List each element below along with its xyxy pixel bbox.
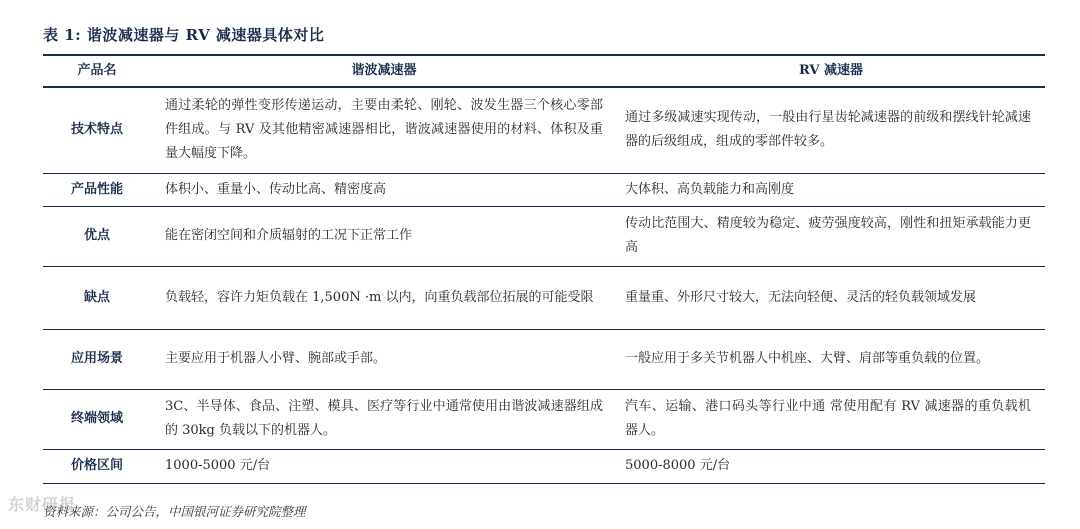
row-label: 优点 [43,206,151,266]
row-label: 应用场景 [43,329,151,389]
header-harmonic-reducer: 谐波减速器 [151,55,617,87]
rv-cell: 重量重、外形尺寸较大，无法向轻便、灵活的轻负载领域发展 [617,266,1045,329]
rv-cell: 大体积、高负载能力和高刚度 [617,173,1045,206]
rv-cell: 5000-8000 元/台 [617,449,1045,483]
harmonic-cell: 3C、半导体、食品、注塑、模具、医疗等行业中通常使用由谐波减速器组成的 30kg 负载以下的机器人。 [151,389,617,449]
harmonic-cell: 体积小、重量小、传动比高、精密度高 [151,173,617,206]
table-row [43,266,1045,329]
watermark-logo: 东财研报 [8,495,77,514]
harmonic-cell: 负载轻，容许力矩负载在 1,500N ·m 以内，向重负载部位拓展的可能受限 [151,266,617,329]
table-row [43,449,1045,483]
row-label: 产品性能 [43,173,151,206]
comparison-table [43,54,1045,484]
harmonic-cell: 能在密闭空间和介质辐射的工况下正常工作 [151,206,617,266]
header-product-name: 产品名 [43,55,151,87]
table-title: 表 1: 谐波减速器与 RV 减速器具体对比 [43,26,325,44]
row-label: 技术特点 [43,87,151,173]
rv-cell: 一般应用于多关节机器人中机座、大臂、肩部等重负载的位置。 [617,329,1045,389]
row-label: 缺点 [43,266,151,329]
table-row [43,87,1045,173]
harmonic-cell: 1000-5000 元/台 [151,449,617,483]
table-row [43,173,1045,206]
row-label: 终端领域 [43,389,151,449]
harmonic-cell: 主要应用于机器人小臂、腕部或手部。 [151,329,617,389]
rv-cell: 汽车、运输、港口码头等行业中通 常使用配有 RV 减速器的重负载机器人。 [617,389,1045,449]
table-row [43,206,1045,266]
table-row [43,329,1045,389]
header-rv-reducer: RV 减速器 [617,55,1045,87]
table-header-row [43,55,1045,87]
row-label: 价格区间 [43,449,151,483]
harmonic-cell: 通过柔轮的弹性变形传递运动，主要由柔轮、刚轮、波发生器三个核心零部件组成。与 RV 及其他精密减速器相比，谐波减速器使用的材料、体积及重量大幅度下降。 [151,87,617,173]
rv-cell: 通过多级减速实现传动，一般由行星齿轮减速器的前级和摆线针轮减速器的后级组成，组成的零部件较多。 [617,87,1045,173]
source-note: 资料来源：公司公告，中国银河证券研究院整理 [43,504,306,519]
table-row [43,389,1045,449]
rv-cell: 传动比范围大、精度较为稳定、疲劳强度较高，刚性和扭矩承载能力更高 [617,206,1045,266]
